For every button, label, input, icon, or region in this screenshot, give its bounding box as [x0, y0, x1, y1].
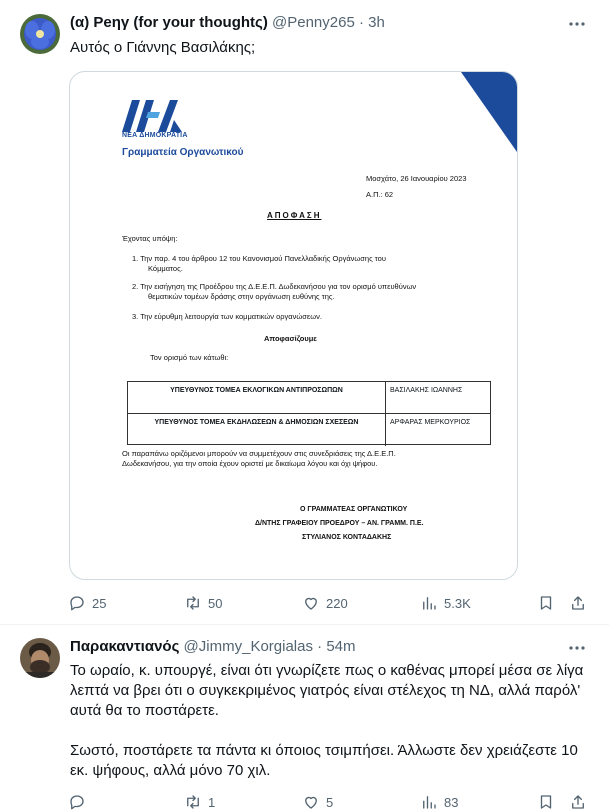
like-count: 5 [326, 794, 334, 810]
action-bar [68, 792, 588, 811]
separator-dot: · [358, 14, 364, 31]
share-icon [569, 793, 587, 811]
more-options-icon[interactable] [567, 14, 587, 34]
doc-signature: Δ/ΝΤΗΣ ΓΡΑΦΕΙΟΥ ΠΡΟΕΔΡΟΥ – ΑΝ. ΓΡΑΜΜ. Π.Ε. [255, 520, 424, 527]
doc-ref: Α.Π.: 62 [366, 190, 394, 199]
tweet-text: Το ωραίο, κ. υπουργέ, είναι ότι γνωρίζετε πως ο καθένας μπορεί μέσα σε λίγα λεπτά να βρει ότι ο συγκεκριμένος γιατρός είναι στέλεχος τη ΝΔ, αλλά παρόλ' αυτά θα το ποστάρετε. Σωστό, ποστάρετε τα πάντα κι όποιος τσιμπήσει. Άλλωστε δεν χρειάζεστε 10 εκ. ψήφους, αλλά μόνο 70 χιλ. [70, 662, 584, 779]
doc-note: Δωδεκανήσου, για την οποία έχουν οριστεί με δικαίωμα λόγου και όχι ψήφου. [122, 459, 378, 468]
tweet-header [70, 13, 385, 33]
doc-item-cont: θεματικών τομέων δράσης στην οργάνωση ευθύνης της. [148, 292, 335, 301]
table-cell-role: ΥΠΕΥΘΥΝΟΣ ΤΟΜΕΑ ΕΚΔΗΛΩΣΕΩΝ & ΔΗΜΟΣΙΩΝ ΣΧΕΣΕΩΝ [128, 414, 386, 446]
handle[interactable]: @Penny265 [272, 14, 355, 31]
doc-org: Γραμματεία Οργανωτικού [122, 147, 244, 158]
doc-date: Μοσχάτο, 26 Ιανουαρίου 2023 [366, 174, 467, 183]
retweet-button[interactable] [184, 593, 222, 613]
doc-decide: Αποφασίζουμε [264, 334, 317, 343]
heart-icon [302, 594, 320, 612]
reply-icon [68, 594, 86, 612]
display-name[interactable]: (α) Ρeηγ (for your thoughtς) [70, 14, 268, 31]
share-button[interactable] [569, 792, 587, 811]
tweet-text: Αυτός ο Γιάννης Βασιλάκης; [70, 39, 256, 56]
tweet-header [70, 637, 356, 657]
logo-caption: ΝΕΑ ΔΗΜΟΚΡΑΤΙΑ [122, 132, 188, 139]
doc-item: 1. Την παρ. 4 του άρθρου 12 του Κανονισμού Πανελλαδικής Οργάνωσης του [132, 254, 386, 263]
corner-decoration [461, 72, 517, 152]
doc-appoint: Τον ορισμό των κάτωθι: [150, 353, 229, 362]
doc-item-cont: Κόμματος. [148, 264, 183, 273]
retweet-count: 1 [208, 794, 216, 810]
doc-table [127, 381, 491, 445]
share-icon [569, 594, 587, 612]
separator-dot: · [317, 638, 323, 655]
media-image[interactable] [69, 71, 518, 580]
bookmark-button[interactable] [537, 792, 555, 811]
doc-item: 3. Την εύρυθμη λειτουργία των κομματικών οργανώσεων. [132, 312, 322, 321]
doc-item: 2. Την εισήγηση της Προέδρου της Δ.Ε.Ε.Π. Δωδεκανήσου για τον ορισμό υπευθύνων [132, 282, 417, 291]
doc-signature: ΣΤΥΛΙΑΝΟΣ ΚΟΝΤΑΔΑΚΗΣ [302, 534, 392, 541]
like-count: 220 [326, 595, 348, 611]
reply-count: 25 [92, 595, 107, 611]
handle[interactable]: @Jimmy_Korgialas [183, 638, 313, 655]
timestamp[interactable]: 3h [368, 14, 385, 31]
retweet-count: 50 [208, 595, 223, 611]
avatar[interactable] [20, 14, 60, 54]
doc-having: Έχοντας υπόψη: [122, 234, 178, 243]
views-button[interactable] [420, 792, 458, 811]
bookmark-icon [537, 594, 555, 612]
action-bar [68, 593, 588, 613]
doc-signature: Ο ΓΡΑΜΜΑΤΕΑΣ ΟΡΓΑΝΩΤΙΚΟΥ [300, 506, 408, 513]
tweet[interactable] [0, 626, 609, 811]
doc-heading: ΑΠΟΦΑΣΗ [267, 211, 322, 220]
bookmark-icon [537, 793, 555, 811]
table-cell-role: ΥΠΕΥΘΥΝΟΣ ΤΟΜΕΑ ΕΚΛΟΓΙΚΩΝ ΑΝΤΙΠΡΟΣΩΠΩΝ [128, 382, 386, 413]
like-button[interactable] [302, 593, 348, 613]
reply-button[interactable] [68, 593, 106, 613]
doc-note: Οι παραπάνω οριζόμενοι μπορούν να συμμετέχουν στις συνεδριάσεις της Δ.Ε.Ε.Π. [122, 449, 396, 458]
retweet-button[interactable] [184, 792, 215, 811]
views-count: 83 [444, 794, 459, 810]
bookmark-button[interactable] [537, 593, 555, 613]
reply-button[interactable] [68, 792, 92, 811]
table-cell-name: ΑΡΦΑΡΑΣ ΜΕΡΚΟΥΡΙΟΣ [390, 419, 471, 426]
avatar[interactable] [20, 638, 60, 678]
table-row [128, 382, 490, 414]
timestamp[interactable]: 54m [326, 638, 356, 655]
more-options-icon[interactable] [567, 638, 587, 658]
retweet-icon [184, 793, 202, 811]
share-button[interactable] [569, 593, 587, 613]
table-cell-name: ΒΑΣΙΛΑΚΗΣ ΙΩΑΝΝΗΣ [390, 387, 463, 394]
display-name[interactable]: Παρακαντιανός [70, 638, 180, 655]
views-icon [420, 594, 438, 612]
party-logo-icon [122, 100, 186, 132]
like-button[interactable] [302, 792, 333, 811]
views-button[interactable] [420, 593, 471, 613]
table-row [128, 414, 490, 446]
retweet-icon [184, 594, 202, 612]
heart-icon [302, 793, 320, 811]
views-count: 5.3K [444, 595, 471, 611]
views-icon [420, 793, 438, 811]
reply-icon [68, 793, 86, 811]
